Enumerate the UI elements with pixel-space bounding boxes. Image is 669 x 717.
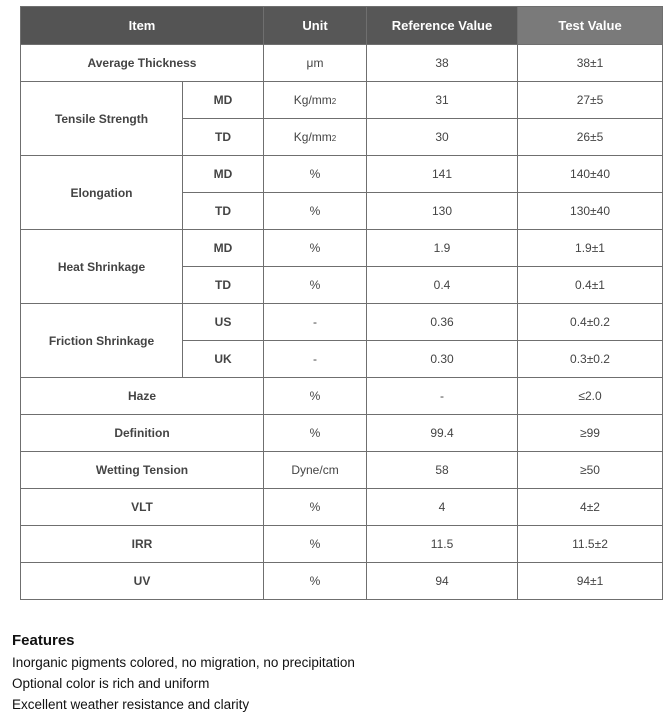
sub-label: TD	[183, 119, 264, 156]
unit-text: Kg/mm	[293, 130, 332, 144]
reference-value-cell: 4	[367, 489, 518, 526]
unit-cell: %	[264, 267, 367, 304]
unit-cell	[264, 119, 367, 156]
test-value-cell: 38±1	[518, 45, 663, 82]
reference-value-cell: 31	[367, 82, 518, 119]
test-value-cell: 27±5	[518, 82, 663, 119]
table-row	[21, 563, 663, 600]
test-value-cell: 11.5±2	[518, 526, 663, 563]
table-row	[21, 156, 663, 193]
test-value-cell: 94±1	[518, 563, 663, 600]
unit-cell	[264, 82, 367, 119]
test-value-cell: ≤2.0	[518, 378, 663, 415]
unit-cell: %	[264, 378, 367, 415]
reference-value-cell: 0.36	[367, 304, 518, 341]
unit-cell: %	[264, 489, 367, 526]
row-label: Elongation	[21, 156, 183, 230]
table-row	[21, 489, 663, 526]
test-value-cell: 26±5	[518, 119, 663, 156]
sub-label: US	[183, 304, 264, 341]
feature-item: Excellent weather resistance and clarity	[12, 697, 250, 712]
unit-superscript: 2	[331, 97, 337, 106]
header-unit: Unit	[264, 7, 367, 45]
feature-item: Optional color is rich and uniform	[12, 676, 210, 691]
unit-cell: %	[264, 193, 367, 230]
row-label: UV	[21, 563, 264, 600]
reference-value-cell: 38	[367, 45, 518, 82]
sub-label: TD	[183, 193, 264, 230]
test-value-cell: 1.9±1	[518, 230, 663, 267]
sub-label: UK	[183, 341, 264, 378]
reference-value-cell: 0.30	[367, 341, 518, 378]
reference-value-cell: 11.5	[367, 526, 518, 563]
reference-value-cell: 30	[367, 119, 518, 156]
unit-cell: Dyne/cm	[264, 452, 367, 489]
row-label: Tensile Strength	[21, 82, 183, 156]
table-row	[21, 45, 663, 82]
table-row	[21, 378, 663, 415]
table-row	[21, 452, 663, 489]
row-label: Wetting Tension	[21, 452, 264, 489]
reference-value-cell: 58	[367, 452, 518, 489]
table-row	[21, 304, 663, 341]
reference-value-cell: 141	[367, 156, 518, 193]
row-label: Average Thickness	[21, 45, 264, 82]
header-row	[21, 7, 663, 45]
unit-cell: %	[264, 156, 367, 193]
reference-value-cell: 99.4	[367, 415, 518, 452]
features-title: Features	[12, 632, 75, 649]
unit-cell: %	[264, 415, 367, 452]
reference-value-cell: 94	[367, 563, 518, 600]
sub-label: MD	[183, 230, 264, 267]
table-row	[21, 230, 663, 267]
header-reference-value: Reference Value	[367, 7, 518, 45]
reference-value-cell: 130	[367, 193, 518, 230]
unit-cell: μm	[264, 45, 367, 82]
row-label: VLT	[21, 489, 264, 526]
features-section	[12, 632, 662, 717]
test-value-cell: 130±40	[518, 193, 663, 230]
row-label: Friction Shrinkage	[21, 304, 183, 378]
row-label: IRR	[21, 526, 264, 563]
header-test-value: Test Value	[518, 7, 663, 45]
sub-label: MD	[183, 82, 264, 119]
reference-value-cell: 0.4	[367, 267, 518, 304]
sub-label: MD	[183, 156, 264, 193]
row-label: Definition	[21, 415, 264, 452]
unit-cell: -	[264, 341, 367, 378]
unit-cell: %	[264, 230, 367, 267]
test-value-cell: 140±40	[518, 156, 663, 193]
table-row	[21, 415, 663, 452]
test-value-cell: 0.3±0.2	[518, 341, 663, 378]
table-row	[21, 82, 663, 119]
feature-item: Inorganic pigments colored, no migration, no precipitation	[12, 655, 355, 670]
test-value-cell: ≥50	[518, 452, 663, 489]
header-item: Item	[21, 7, 264, 45]
test-value-cell: 0.4±1	[518, 267, 663, 304]
sub-label: TD	[183, 267, 264, 304]
table-row	[21, 526, 663, 563]
unit-cell: %	[264, 563, 367, 600]
row-label: Haze	[21, 378, 264, 415]
unit-cell: -	[264, 304, 367, 341]
reference-value-cell: 1.9	[367, 230, 518, 267]
unit-text: Kg/mm	[293, 93, 332, 107]
row-label: Heat Shrinkage	[21, 230, 183, 304]
reference-value-cell: -	[367, 378, 518, 415]
test-value-cell: ≥99	[518, 415, 663, 452]
spec-table	[20, 6, 663, 600]
unit-superscript: 2	[331, 134, 337, 143]
unit-cell: %	[264, 526, 367, 563]
test-value-cell: 0.4±0.2	[518, 304, 663, 341]
test-value-cell: 4±2	[518, 489, 663, 526]
